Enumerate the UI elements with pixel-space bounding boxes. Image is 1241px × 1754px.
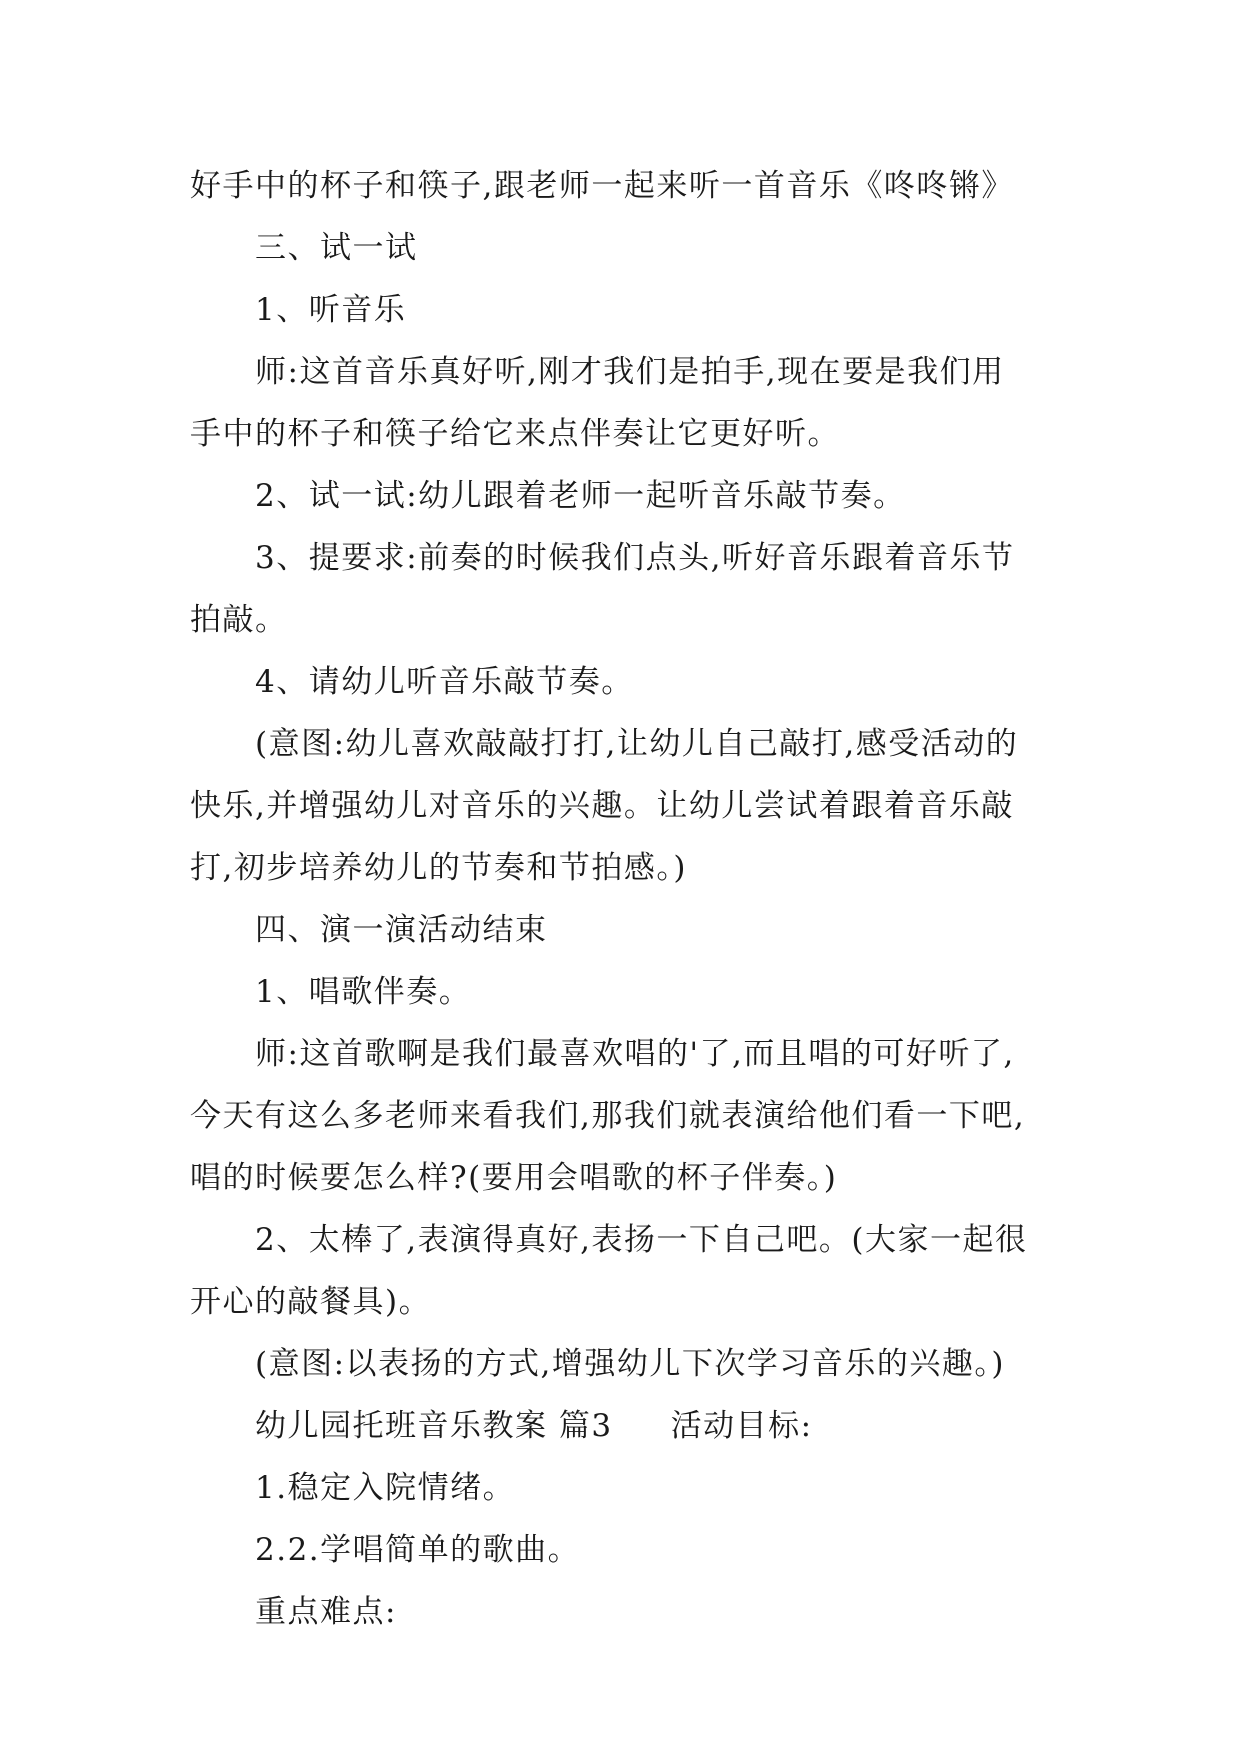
paragraph-line: 师:这首音乐真好听,刚才我们是拍手,现在要是我们用 <box>255 354 1005 390</box>
paragraph-line: (意图:以表扬的方式,增强幼儿下次学习音乐的兴趣。) <box>255 1346 1005 1382</box>
paragraph-line: 2.2.学唱简单的歌曲。 <box>255 1532 581 1568</box>
paragraph-line: (意图:幼儿喜欢敲敲打打,让幼儿自己敲打,感受活动的 <box>255 726 1019 762</box>
paragraph-line: 好手中的杯子和筷子,跟老师一起来听一首音乐《咚咚锵》 <box>190 168 1014 204</box>
paragraph-line: 师:这首歌啊是我们最喜欢唱的'了,而且唱的可好听了, <box>255 1036 1015 1072</box>
paragraph-line: 重点难点: <box>255 1594 397 1630</box>
paragraph-line: 拍敲。 <box>190 602 288 638</box>
section-heading-title: 幼儿园托班音乐教案 篇3 <box>255 1408 613 1444</box>
paragraph-line: 今天有这么多老师来看我们,那我们就表演给他们看一下吧, <box>190 1098 1026 1134</box>
section-heading-line <box>190 1395 1070 1457</box>
paragraph-line: 4、请幼儿听音乐敲节奏。 <box>255 664 634 700</box>
paragraph-line: 手中的杯子和筷子给它来点伴奏让它更好听。 <box>190 416 840 452</box>
section-heading-subtitle: 活动目标: <box>670 1408 813 1444</box>
paragraph-line: 2、太棒了,表演得真好,表扬一下自己吧。(大家一起很 <box>255 1222 1028 1258</box>
paragraph-line: 2、试一试:幼儿跟着老师一起听音乐敲节奏。 <box>255 478 906 514</box>
document-body <box>190 155 1070 1643</box>
paragraph-line: 打,初步培养幼儿的节奏和节拍感。) <box>190 850 687 886</box>
paragraph-line: 唱的时候要怎么样?(要用会唱歌的杯子伴奏。) <box>190 1160 838 1196</box>
paragraph-line: 快乐,并增强幼儿对音乐的兴趣。让幼儿尝试着跟着音乐敲 <box>190 788 1014 824</box>
paragraph-line: 1、唱歌伴奏。 <box>255 974 472 1010</box>
paragraph-line: 1、听音乐 <box>255 292 407 328</box>
paragraph-line: 三、试一试 <box>255 230 418 266</box>
paragraph-line: 3、提要求:前奏的时候我们点头,听好音乐跟着音乐节 <box>255 540 1015 576</box>
paragraph-line: 开心的敲餐具)。 <box>190 1284 432 1320</box>
paragraph-line: 1.稳定入院情绪。 <box>255 1470 516 1506</box>
paragraph-line: 四、演一演活动结束 <box>255 912 548 948</box>
